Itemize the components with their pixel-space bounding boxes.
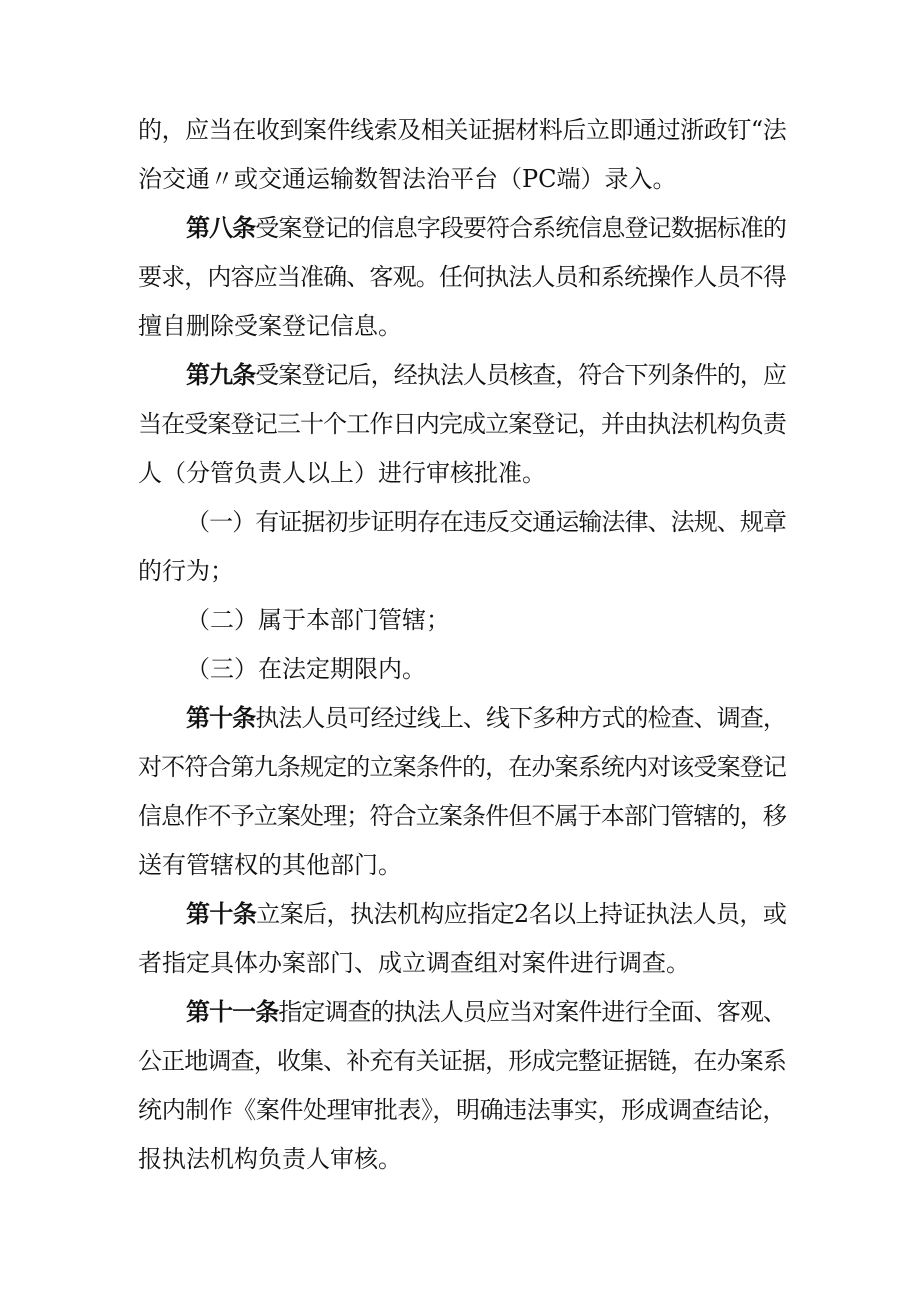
paragraph-line: 的，应当在收到案件线索及相关证据材料后立即通过浙政钉“法: [138, 116, 787, 144]
paragraph-line: 公正地调查，收集、补充有关证据，形成完整证据链，在办案系: [138, 1047, 786, 1075]
article-10a-line-1: [186, 702, 786, 734]
paragraph-line: 治交通〃或交通运输数智法治平台（PC端）录入。: [138, 165, 677, 193]
article-9-text: 受案登记后，经执法人员核查，符合下列条件的，应: [255, 361, 787, 389]
paragraph-line: 统内制作《案件处理审批表》，明确违法事实，形成调查结论，: [138, 1096, 786, 1124]
list-item-continuation: 的行为；: [138, 557, 234, 585]
paragraph-line: 要求，内容应当准确、客观。任何执法人员和系统操作人员不得: [138, 263, 786, 291]
article-11-text: 指定调查的执法人员应当对案件进行全面、客观、: [278, 998, 787, 1026]
list-item: （二）属于本部门管辖；: [186, 606, 450, 634]
article-10a-text: 执法人员可经过线上、线下多种方式的检查、调查，: [255, 704, 787, 732]
paragraph-line: 送有管辖权的其他部门。: [138, 851, 402, 879]
paragraph-line: 对不符合第九条规定的立案条件的，在办案系统内对该受案登记: [138, 753, 786, 781]
article-9-label: 第九条: [186, 361, 256, 389]
article-8-text: 受案登记的信息字段要符合系统信息登记数据标准的: [255, 214, 787, 242]
article-10b-line-1: [186, 898, 786, 930]
paragraph-line: 信息作不予立案处理；符合立案条件但不属于本部门管辖的，移: [138, 802, 786, 830]
list-item: （三）在法定期限内。: [186, 655, 426, 683]
paragraph-line: 者指定具体办案部门、成立调查组对案件进行调查。: [138, 949, 690, 977]
paragraph-line: 擅自删除受案登记信息。: [138, 312, 402, 340]
paragraph-line: 当在受案登记三十个工作日内完成立案登记，并由执法机构负责: [138, 410, 786, 438]
list-item: （一）有证据初步证明存在违反交通运输法律、法规、规章: [186, 508, 786, 536]
article-10b-text: 立案后，执法机构应指定2名以上持证执法人员，或: [256, 900, 787, 928]
article-10a-label: 第十条: [186, 704, 256, 732]
paragraph-line: 报执法机构负责人审核。: [138, 1145, 402, 1173]
article-10b-label: 第十条: [186, 900, 257, 928]
article-8-label: 第八条: [186, 214, 256, 242]
article-8-line-1: [186, 212, 786, 244]
article-9-line-1: [186, 359, 786, 391]
article-11-label: 第十一条: [186, 998, 279, 1026]
article-11-line-1: [186, 996, 786, 1028]
paragraph-line: 人（分管负责人以上）进行审核批准。: [138, 459, 546, 487]
